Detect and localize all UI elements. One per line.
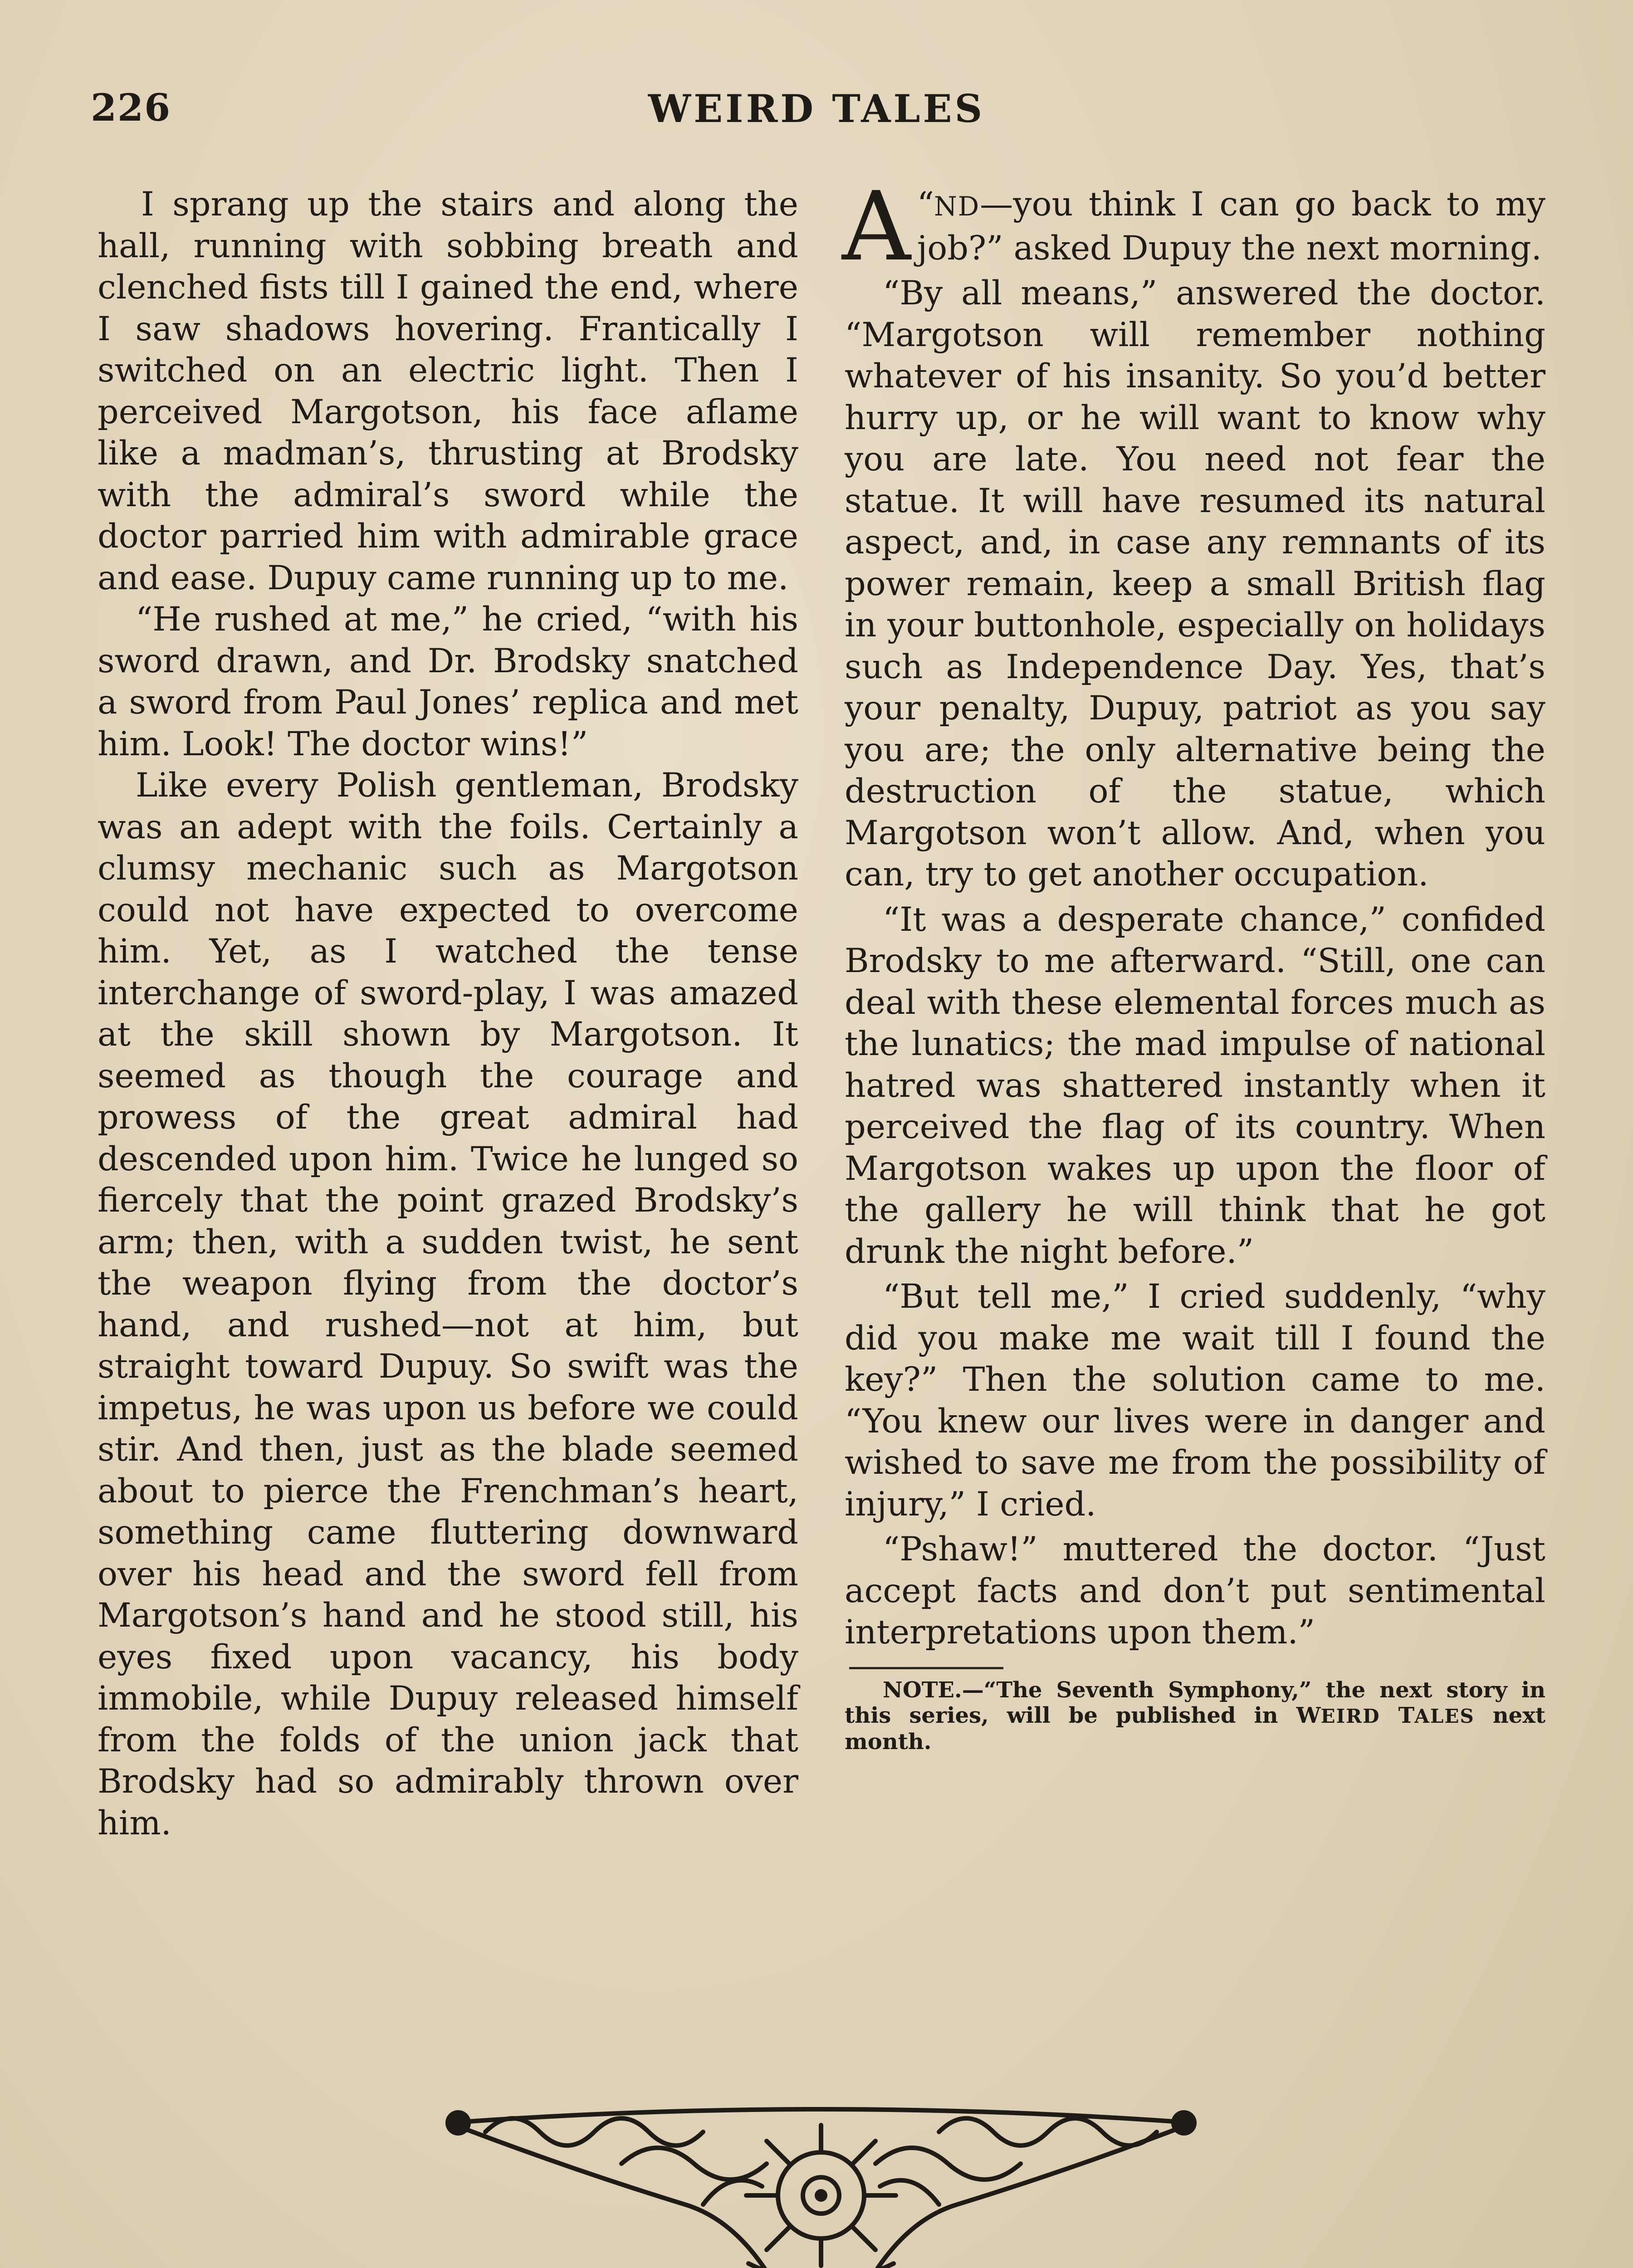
opening-quote: “ (917, 185, 934, 224)
editor-note (845, 1677, 1545, 1755)
paragraph: “He rushed at me,” he cried, “with his sword drawn, and Dr. Brodsky snatched a sword from Paul Jones’ replica and met him. Look! The doctor wins!” (98, 600, 798, 763)
right-column (842, 171, 1545, 1755)
magazine-name: WEIRD TALES (1296, 1702, 1475, 1728)
floral-vignette-icon (431, 2068, 1211, 2268)
paragraph: “By all means,” answered the doctor. “Margotson will remember nothing whatever of his insanity. So you’d better hurry up, or he will want to know why you are late. You need not fear the statue. It will have resumed its natural aspect, and, in case any remnants of its power remain, keep a small British flag in your buttonhole, especially on holidays such as Independence Day. Yes, that’s your penalty, Dupuy, patriot as you say you are; the only alternative being the destruction of the statue, which Margotson won’t allow. And, when you can, try to get another occupation. (845, 274, 1545, 894)
drop-cap: A (842, 171, 911, 282)
paragraph: “Pshaw!” muttered the doctor. “Just accept facts and don’t put sentimental interpretations upon them.” (845, 1530, 1545, 1652)
opening-text: —you think I can go back to my job?” asked Dupuy the next morning. (917, 185, 1545, 268)
running-head: WEIRD TALES (648, 86, 985, 131)
note-tail: next month. (845, 1702, 1545, 1755)
opening-paragraph (842, 171, 1545, 282)
paragraph: “But tell me,” I cried suddenly, “why did you make me wait till I found the key?” Then the solution came to me. “You knew our lives were in danger and wished to save me from the possibility of injury,” I cried. (845, 1277, 1545, 1524)
paragraph: “It was a desperate chance,” confided Brodsky to me afterward. “Still, one can deal with these elemental forces much as the lunatics; the mad impulse of national hatred was shattered instantly when it perceived the flag of its country. When Margotson wakes up upon the floor of the gallery he will think that he got drunk the night before.” (845, 900, 1545, 1271)
left-column (98, 184, 798, 1844)
page-number: 226 (91, 86, 171, 130)
note-lead: NOTE.—“The Seventh Symphony,” the next story in this series, will be published in (845, 1677, 1545, 1728)
small-caps-lead: ND (934, 191, 980, 222)
paragraph: Like every Polish gentleman, Brodsky was an adept with the foils. Certainly a clumsy mechanic such as Margotson could not have expected to overcome him. Yet, as I watched the tense interchange of sword-play, I was amazed at the skill shown by Margotson. It seemed as though the courage and prowess of the great admiral had descended upon him. Twice he lunged so fiercely that the point grazed Brodsky’s arm; then, with a sudden twist, he sent the weapon flying from the doctor’s hand, and rushed—not at him, but straight toward Dupuy. So swift was the impetus, he was upon us before we could stir. And then, just as the blade seemed about to pierce the Frenchman’s heart, something came fluttering downward over his head and the sword fell from Margotson’s hand and he stood still, his eyes fixed upon vacancy, his body immobile, while Dupuy released himself from the folds of the union jack that Brodsky had so admirably thrown over him. (98, 766, 798, 1843)
note-rule (849, 1667, 1003, 1669)
paragraph: I sprang up the stairs and along the hall, running with sobbing breath and clenched fists till I gained the end, where I saw shadows hovering. Frantically I switched on an electric light. Then I perceived Margotson, his face aflame like a madman’s, thrusting at Brodsky with the admiral’s sword while the doctor parried him with admirable grace and ease. Dupuy came running up to me. (98, 185, 798, 597)
